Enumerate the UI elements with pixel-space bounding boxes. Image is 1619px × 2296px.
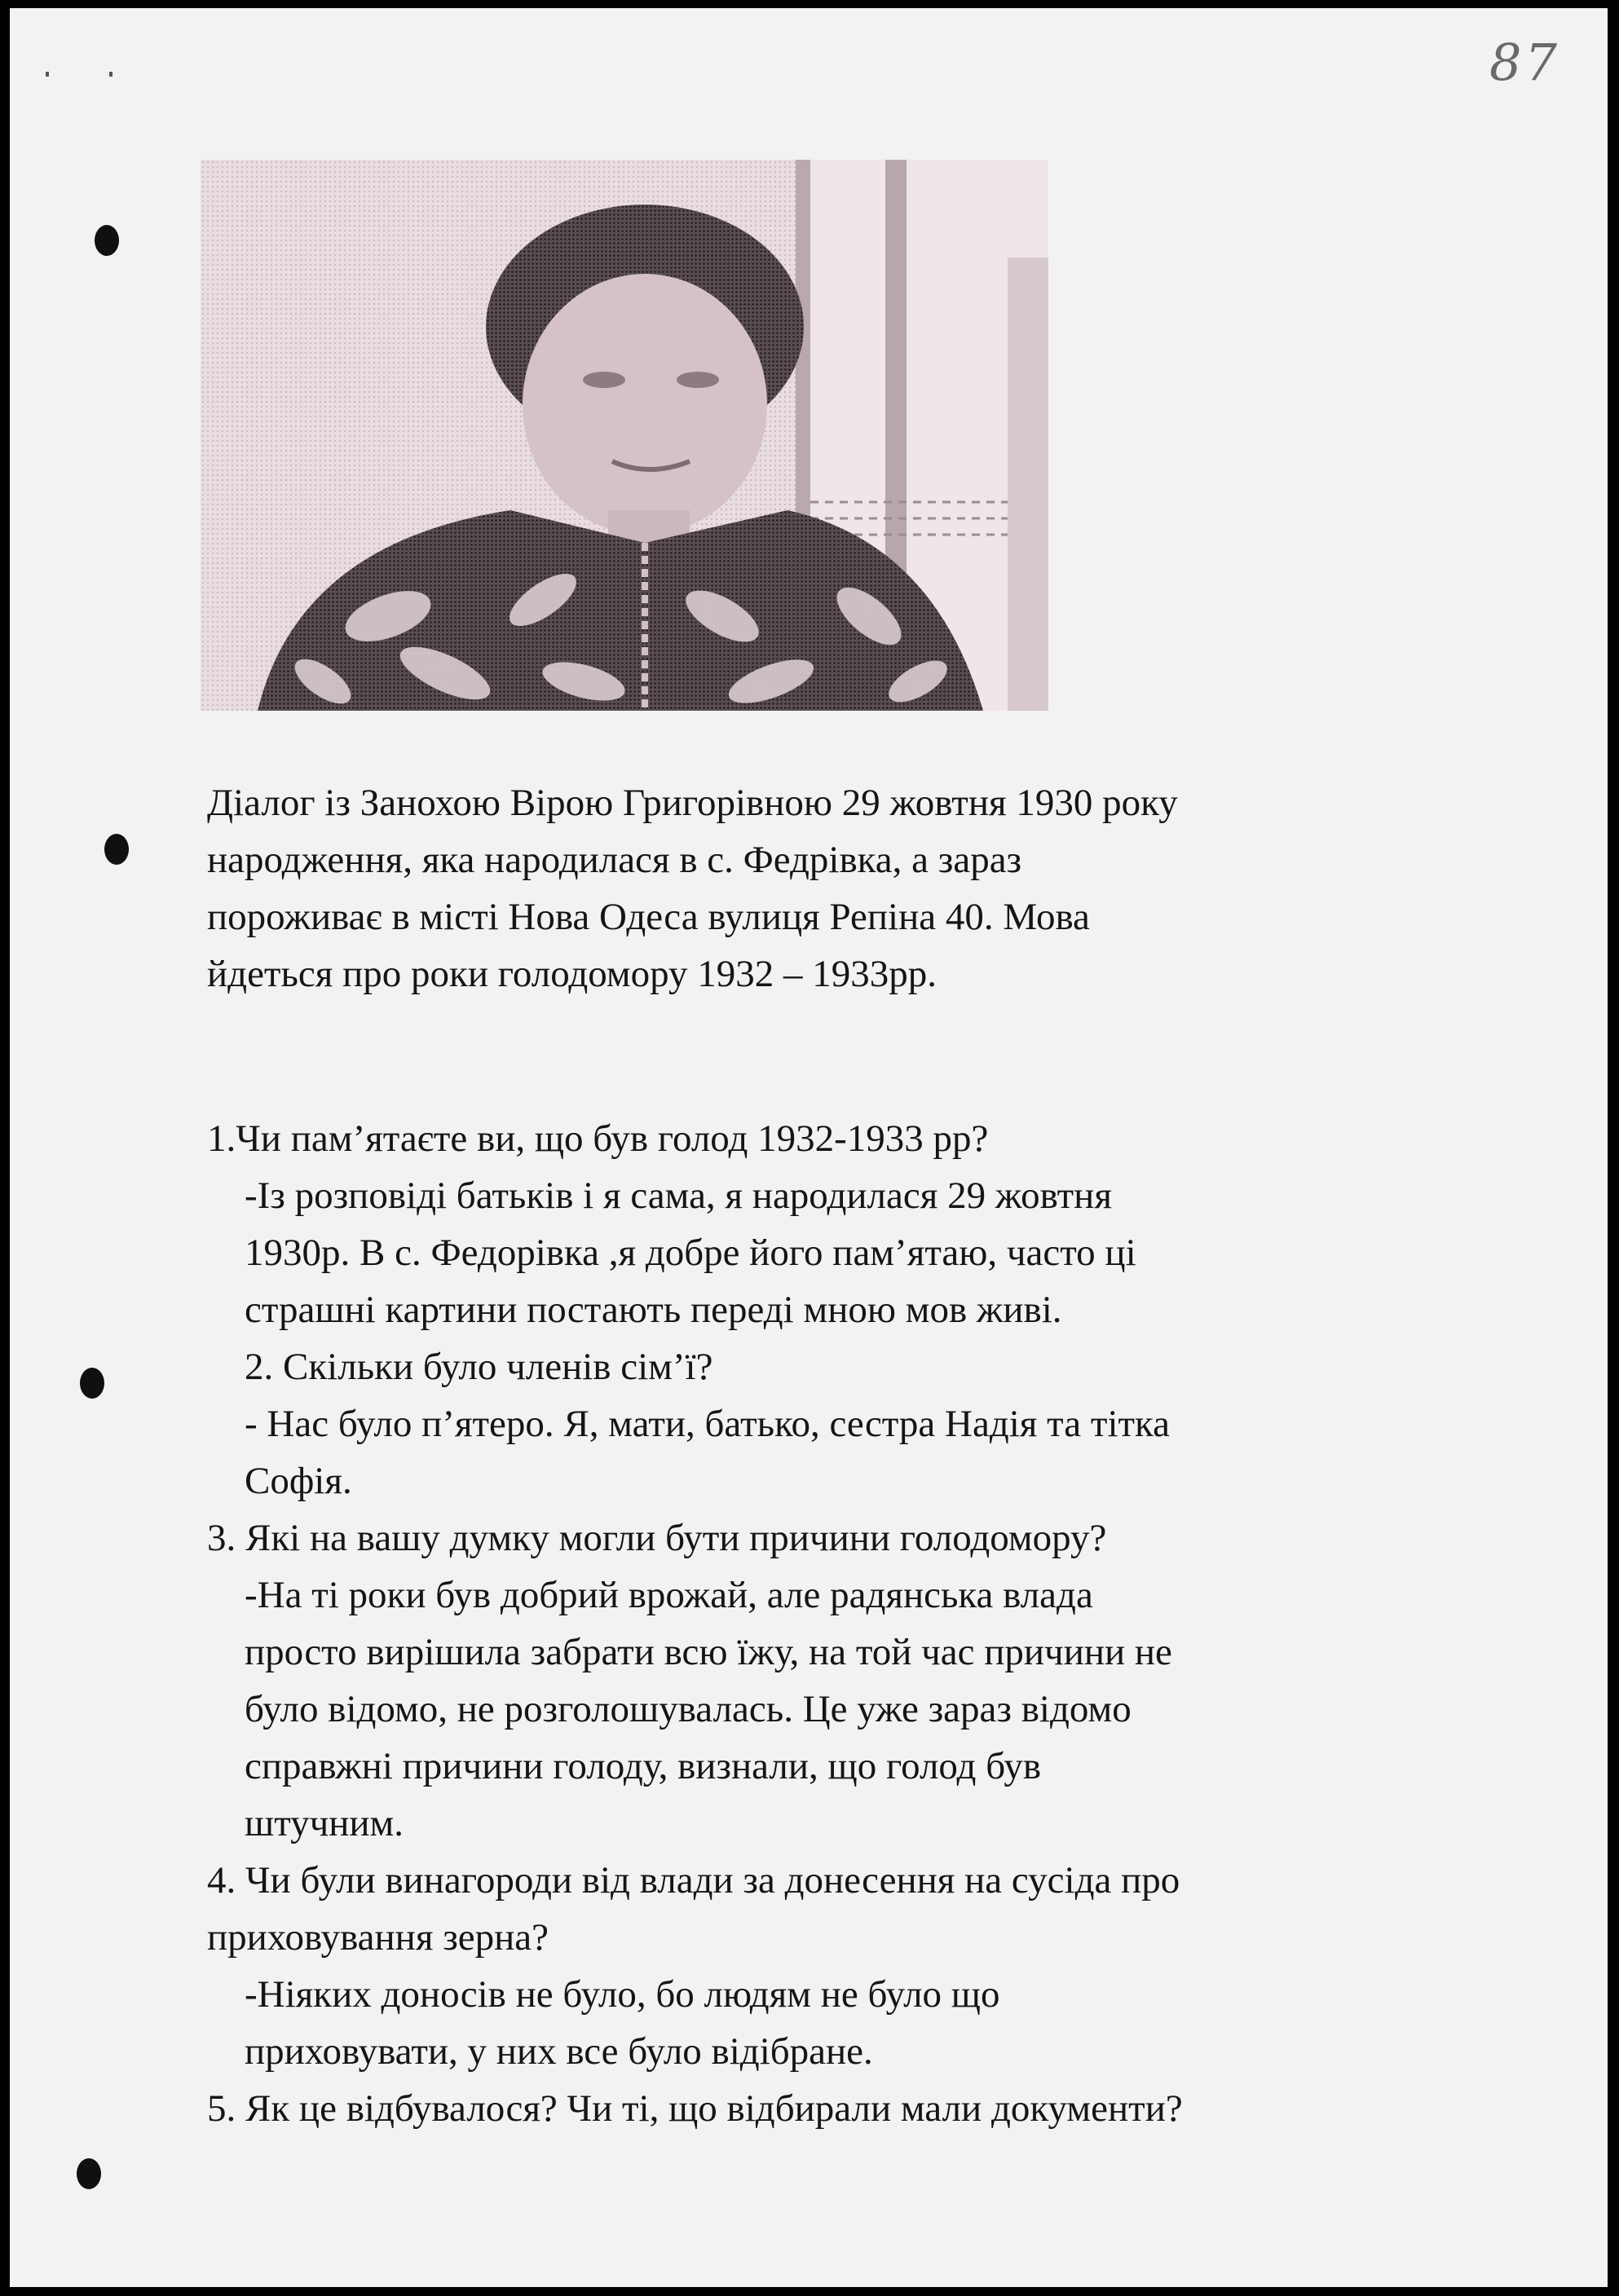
answer-line: -Ніяких доносів не було, бо людям не було що	[245, 1973, 1000, 2016]
scan-mark	[46, 72, 49, 77]
question-4: 4. Чи були винагороди від влади за донесення на сусіда про	[207, 1859, 1180, 1902]
question-5: 5. Як це відбувалося? Чи ті, що відбирали мали документи?	[207, 2087, 1183, 2130]
answer-line: 1930р. В с. Федорівка ,я добре його пам’ятаю, часто ці	[245, 1232, 1136, 1274]
answer-line: -Із розповіді батьків і я сама, я народилася 29 жовтня	[245, 1174, 1112, 1217]
answer-line: приховувати, у них все було відібране.	[245, 2030, 873, 2073]
punch-hole	[104, 834, 129, 865]
answer-line: Софія.	[245, 1460, 352, 1502]
intro-line: народження, яка народилася в с. Федрівка, а зараз	[207, 839, 1022, 881]
interview-questions	[207, 1110, 1528, 2137]
answer-line: справжні причини голоду, визнали, що голод був	[245, 1745, 1042, 1787]
question-4-continued: приховування зерна?	[207, 1916, 549, 1959]
page-number: 87	[1489, 33, 1560, 92]
answer-line: страшні картини постають переді мною мов живі.	[245, 1289, 1062, 1331]
intro-line: йдеться про роки голодомору 1932 – 1933рр.	[207, 953, 937, 995]
answer-line: просто вирішила забрати всю їжу, на той час причини не	[245, 1631, 1172, 1673]
intro-paragraph	[207, 774, 1479, 1003]
answer-line: було відомо, не розголошувалась. Це уже зараз відомо	[245, 1688, 1132, 1730]
intro-line: пороживає в місті Нова Одеса вулиця Репіна 40. Мова	[207, 896, 1090, 938]
portrait-photo	[201, 160, 1048, 711]
punch-hole	[95, 225, 119, 256]
punch-hole	[80, 1368, 104, 1399]
intro-line: Діалог із Занохою Вірою Григорівною 29 жовтня 1930 року	[207, 782, 1178, 824]
answer-line: -На ті роки був добрий врожай, але радянська влада	[245, 1574, 1093, 1616]
punch-hole	[77, 2158, 101, 2189]
answer-line: - Нас було п’ятеро. Я, мати, батько, сестра Надія та тітка	[245, 1403, 1171, 1445]
document-page	[10, 8, 1608, 2287]
question-1: 1.Чи пам’ятаєте ви, що був голод 1932-1933 рр?	[207, 1117, 989, 1160]
question-2: 2. Скільки було членів сім’ї?	[245, 1346, 713, 1388]
scan-mark	[109, 72, 112, 77]
question-3: 3. Які на вашу думку могли бути причини голодомору?	[207, 1517, 1107, 1559]
answer-line: штучним.	[245, 1802, 404, 1844]
